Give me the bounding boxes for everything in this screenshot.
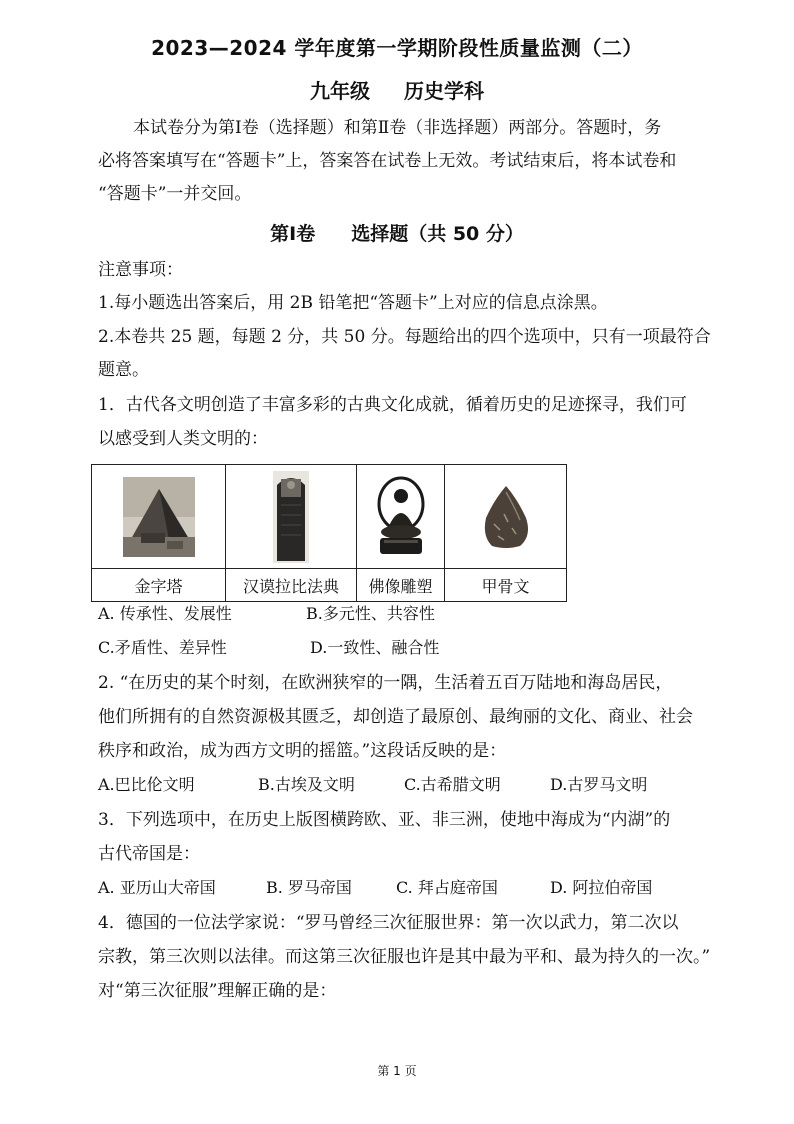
pyramid-photo-icon xyxy=(123,477,195,557)
q1-option-a: A. 传承性、发展性 xyxy=(98,604,232,623)
buddha-statue-photo-icon xyxy=(370,476,432,558)
q1-image-table xyxy=(91,464,567,602)
section-name: 选择题（共 50 分） xyxy=(351,223,524,245)
page-number: 第 1 页 xyxy=(377,1064,417,1078)
notes-item-2-line-2: 题意。 xyxy=(98,360,149,380)
caption-oracle-bone: 甲骨文 xyxy=(445,568,566,601)
q1-option-c: C.矛盾性、差异性 xyxy=(98,638,227,657)
q2-option-c: C.古希腊文明 xyxy=(404,775,501,794)
oracle-bone-cell xyxy=(445,465,566,568)
exam-title: 2023—2024 学年度第一学期阶段性质量监测（二） xyxy=(151,36,643,60)
q4-stem-line-2: 宗教，第三次则以法律。而这第三次征服也许是其中最为平和、最为持久的一次。” xyxy=(98,947,711,967)
q2-option-b: B.古埃及文明 xyxy=(258,775,355,794)
notes-item-1: 1.每小题选出答案后，用 2B 铅笔把“答题卡”上对应的信息点涂黑。 xyxy=(98,293,608,313)
q4-stem-line-1: 4．德国的一位法学家说：“罗马曾经三次征服世界：第一次以武力，第二次以 xyxy=(98,913,679,933)
q2-stem-line-1: 2. “在历史的某个时刻，在欧洲狭窄的一隅，生活着五百万陆地和海岛居民， xyxy=(98,673,673,693)
q1-stem-line-1: 1．古代各文明创造了丰富多彩的古典文化成就，循着历史的足迹探寻，我们可 xyxy=(98,395,687,415)
pyramid-cell xyxy=(92,465,226,568)
caption-pyramid: 金字塔 xyxy=(92,568,226,601)
caption-buddha: 佛像雕塑 xyxy=(357,568,445,601)
exam-subtitle xyxy=(0,75,794,104)
notes-item-2-line-1: 2.本卷共 25 题，每题 2 分，共 50 分。每题给出的四个选项中，只有一项最符合 xyxy=(98,327,711,347)
grade-label: 九年级 xyxy=(310,79,370,103)
notes-heading: 注意事项： xyxy=(98,260,183,280)
intro-line-2: 必将答案填写在“答题卡”上，答案答在试卷上无效。考试结束后，将本试卷和 xyxy=(98,151,677,171)
oracle-bone-photo-icon xyxy=(478,484,534,550)
stele-photo-icon xyxy=(273,471,309,563)
q1-stem-line-2: 以感受到人类文明的： xyxy=(98,429,268,449)
stele-cell xyxy=(226,465,357,568)
section-title xyxy=(0,219,794,246)
q2-option-d: D.古罗马文明 xyxy=(550,775,648,794)
q3-option-b: B. 罗马帝国 xyxy=(266,878,352,897)
intro-line-1: 本试卷分为第Ⅰ卷（选择题）和第Ⅱ卷（非选择题）两部分。答题时，务 xyxy=(133,118,662,138)
subject-label: 历史学科 xyxy=(404,79,484,103)
intro-line-3: “答题卡”一并交回。 xyxy=(98,184,252,204)
buddha-cell xyxy=(357,465,445,568)
q2-stem-line-2: 他们所拥有的自然资源极其匮乏，却创造了最原创、最绚丽的文化、商业、社会 xyxy=(98,707,693,727)
q1-option-d: D.一致性、融合性 xyxy=(310,638,440,657)
section-volume: 第Ⅰ卷 xyxy=(270,223,316,245)
q4-stem-line-3: 对“第三次征服”理解正确的是： xyxy=(98,981,337,1001)
caption-stele: 汉谟拉比法典 xyxy=(226,568,357,601)
q1-option-b: B.多元性、共容性 xyxy=(306,604,435,623)
q3-stem-line-2: 古代帝国是： xyxy=(98,844,200,864)
q3-stem-line-1: 3．下列选项中，在历史上版图横跨欧、亚、非三洲，使地中海成为“内湖”的 xyxy=(98,810,671,830)
q2-option-a: A.巴比伦文明 xyxy=(98,775,195,794)
q3-option-c: C. 拜占庭帝国 xyxy=(396,878,498,897)
q2-stem-line-3: 秩序和政治，成为西方文明的摇篮。”这段话反映的是： xyxy=(98,741,507,761)
q3-option-d: D. 阿拉伯帝国 xyxy=(550,878,653,897)
q3-option-a: A. 亚历山大帝国 xyxy=(98,878,216,897)
